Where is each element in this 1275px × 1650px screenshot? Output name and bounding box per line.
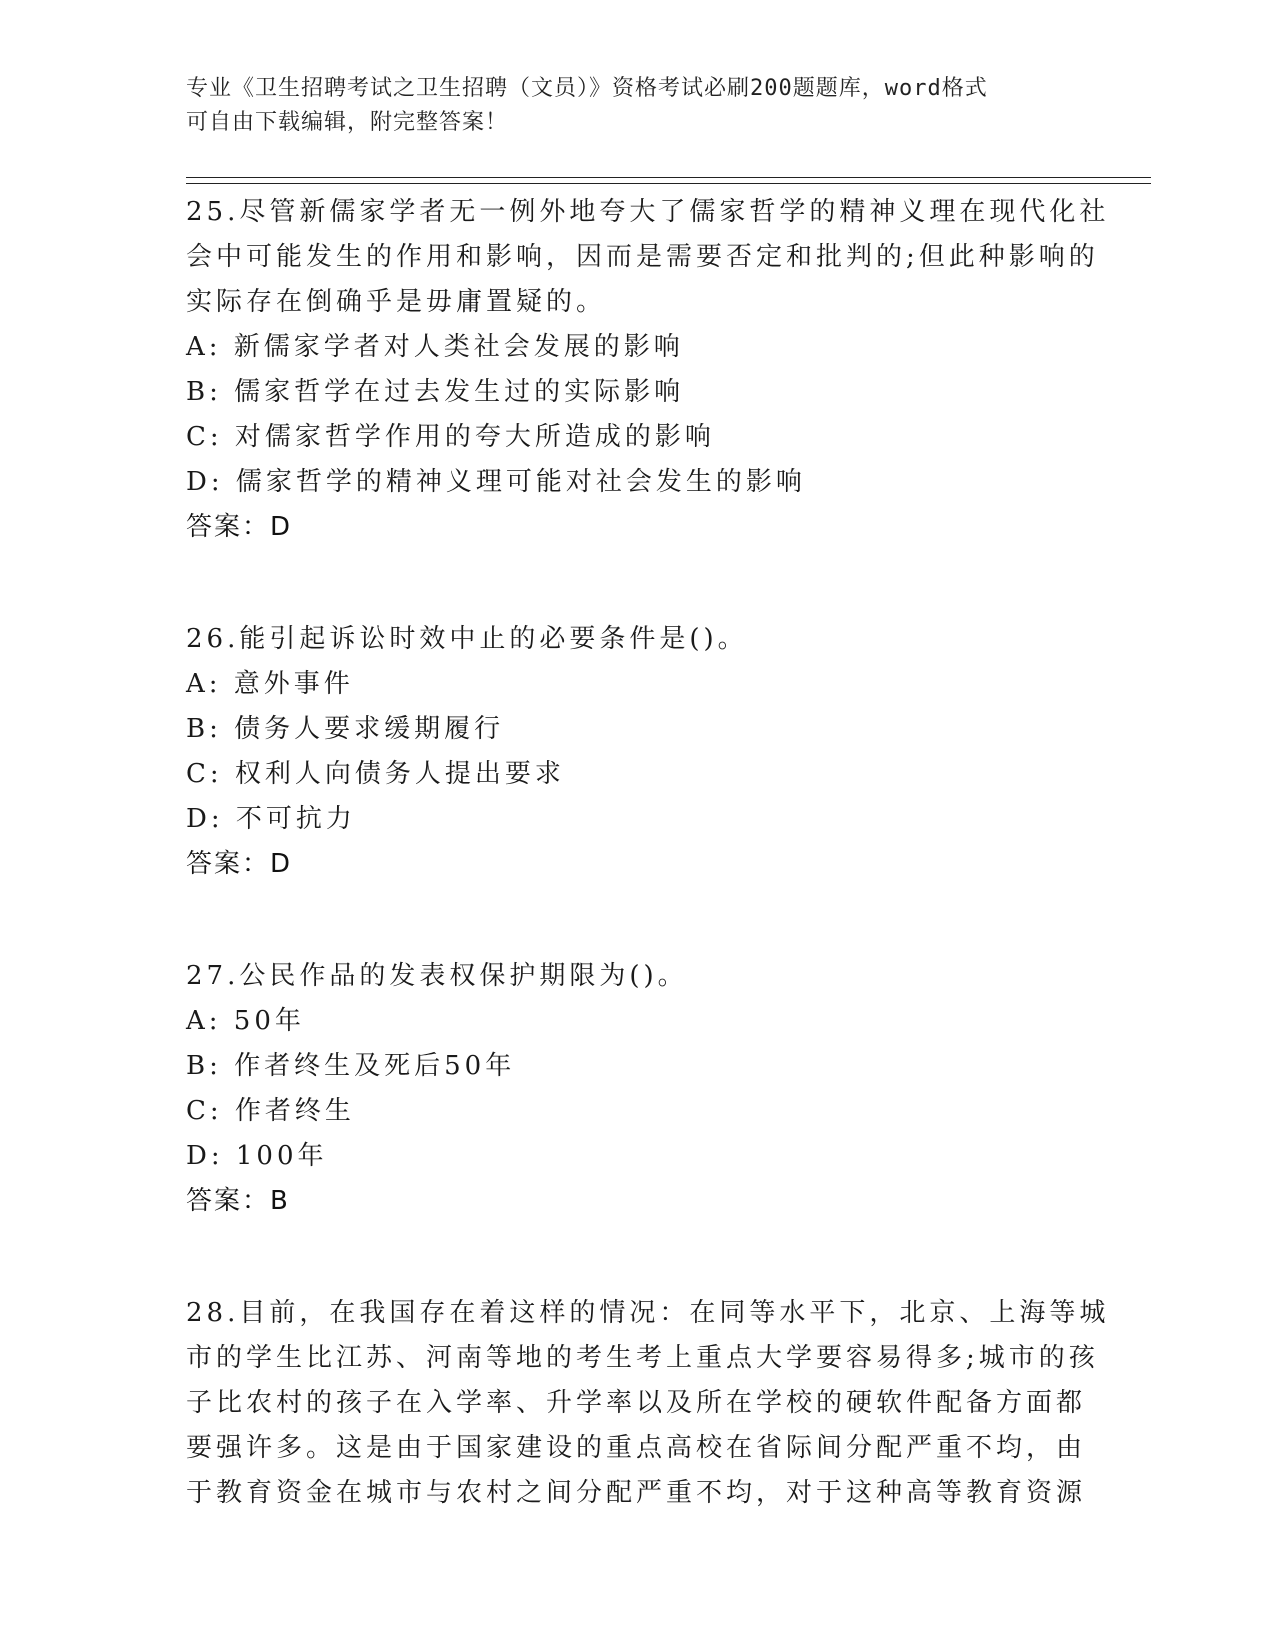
question-stem-line: 会中可能发生的作用和影响，因而是需要否定和批判的;但此种影响的 — [186, 242, 1099, 272]
question-list — [186, 190, 1110, 1583]
question-stem-line: 25.尽管新儒家学者无一例外地夸大了儒家哲学的精神义理在现代化社 — [186, 197, 1110, 227]
answer-option: D: 儒家哲学的精神义理可能对社会发生的影响 — [186, 467, 806, 497]
question-stem — [186, 617, 1086, 662]
question-stem-line: 市的学生比江苏、河南等地的考生考上重点大学要容易得多;城市的孩 — [186, 1343, 1099, 1373]
answer-option: D: 100年 — [186, 1141, 328, 1171]
question-stem — [186, 190, 1110, 325]
question-stem-line: 28.目前，在我国存在着这样的情况：在同等水平下，北京、上海等城 — [186, 1298, 1110, 1328]
question-stem-line: 于教育资金在城市与农村之间分配严重不均，对于这种高等教育资源 — [186, 1478, 1087, 1508]
document-header — [186, 72, 1066, 140]
question-block — [186, 1291, 1110, 1516]
question-stem-line: 27.公民作品的发表权保护期限为()。 — [186, 961, 688, 991]
answer-option: C: 权利人向债务人提出要求 — [186, 759, 565, 789]
header-divider-top — [186, 177, 1151, 178]
answer-option: B: 作者终生及死后50年 — [186, 1051, 516, 1081]
question-stem — [186, 1291, 1110, 1516]
question-stem — [186, 954, 1086, 999]
answer-option: C: 对儒家哲学作用的夸大所造成的影响 — [186, 422, 715, 452]
question-block — [186, 954, 1086, 1224]
answer-option: D: 不可抗力 — [186, 804, 356, 834]
header-line-2: 可自由下载编辑，附完整答案！ — [186, 110, 509, 135]
answer-key: 答案：B — [186, 1186, 290, 1216]
answer-option: B: 债务人要求缓期履行 — [186, 714, 505, 744]
question-block — [186, 617, 1086, 887]
answer-key: 答案：D — [186, 512, 293, 542]
answer-option: B: 儒家哲学在过去发生过的实际影响 — [186, 377, 685, 407]
question-stem-line: 子比农村的孩子在入学率、升学率以及所在学校的硬软件配备方面都 — [186, 1388, 1087, 1418]
answer-option: A: 50年 — [186, 1006, 305, 1036]
answer-key: 答案：D — [186, 849, 293, 879]
header-line-1: 专业《卫生招聘考试之卫生招聘（文员）》资格考试必刷200题题库，word格式 — [186, 76, 988, 101]
question-block — [186, 190, 1110, 550]
question-stem-line: 要强许多。这是由于国家建设的重点高校在省际间分配严重不均，由 — [186, 1433, 1087, 1463]
answer-option: C: 作者终生 — [186, 1096, 355, 1126]
answer-option: A: 新儒家学者对人类社会发展的影响 — [186, 332, 684, 362]
header-divider-bottom — [186, 183, 1151, 184]
answer-option: A: 意外事件 — [186, 669, 354, 699]
question-stem-line: 实际存在倒确乎是毋庸置疑的。 — [186, 287, 607, 317]
question-stem-line: 26.能引起诉讼时效中止的必要条件是()。 — [186, 624, 748, 654]
